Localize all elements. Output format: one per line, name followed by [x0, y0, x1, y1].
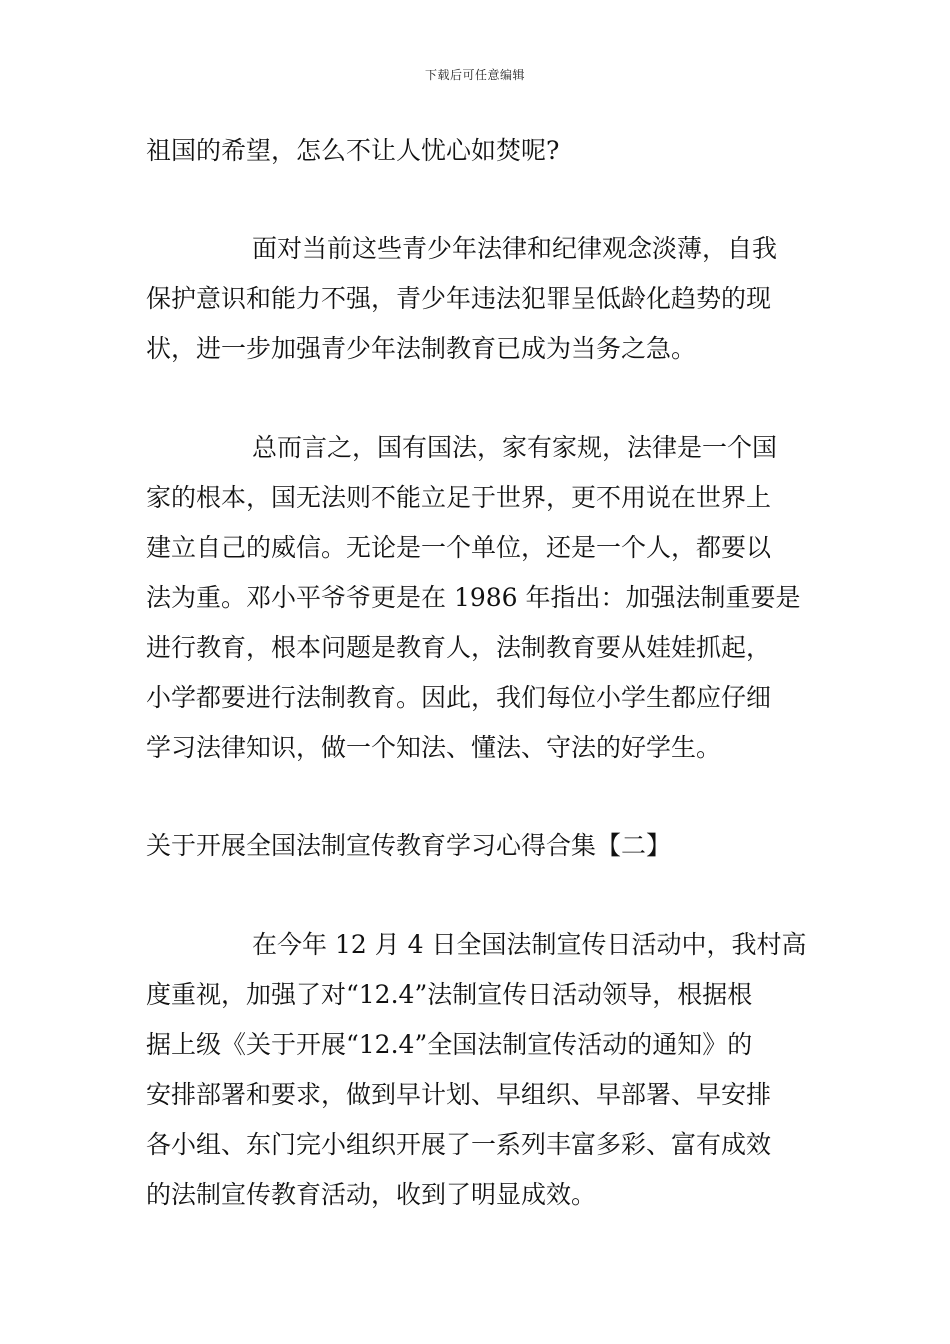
text-line: 的法制宣传教育活动，收到了明显成效。: [146, 1180, 597, 1209]
text-line: 小学都要进行法制教育。因此，我们每位小学生都应仔细: [146, 683, 772, 712]
text-line: 总而言之，国有国法，家有家规，法律是一个国: [252, 433, 778, 462]
text-line: 建立自己的威信。无论是一个单位，还是一个人，都要以: [146, 533, 772, 562]
text-line: 进行教育，根本问题是教育人，法制教育要从娃娃抓起，: [146, 633, 772, 662]
text-line: 状，进一步加强青少年法制教育已成为当务之急。: [146, 334, 697, 363]
text-line: 据上级《关于开展“12.4”全国法制宣传活动的通知》的: [146, 1030, 753, 1059]
text-line: 法为重。邓小平爷爷更是在 1986 年指出：加强法制重要是: [146, 583, 801, 612]
text-line: 家的根本，国无法则不能立足于世界，更不用说在世界上: [146, 483, 772, 512]
text-line: 在今年 12 月 4 日全国法制宣传日活动中，我村高: [252, 930, 807, 959]
text-line: 各小组、东门完小组织开展了一系列丰富多彩、富有成效: [146, 1130, 772, 1159]
text-line: 保护意识和能力不强，青少年违法犯罪呈低龄化趋势的现: [146, 284, 772, 313]
text-line: 安排部署和要求，做到早计划、早组织、早部署、早安排: [146, 1080, 772, 1109]
text-line: 度重视，加强了对“12.4”法制宣传日活动领导，根据根: [146, 980, 753, 1009]
section-heading: 关于开展全国法制宣传教育学习心得合集【二】: [146, 831, 672, 860]
text-line: 学习法律知识，做一个知法、懂法、守法的好学生。: [146, 733, 722, 762]
text-line: 祖国的希望，怎么不让人忧心如焚呢?: [146, 136, 560, 165]
page-header: 下载后可任意编辑: [424, 68, 525, 82]
text-line: 面对当前这些青少年法律和纪律观念淡薄，自我: [252, 234, 778, 263]
